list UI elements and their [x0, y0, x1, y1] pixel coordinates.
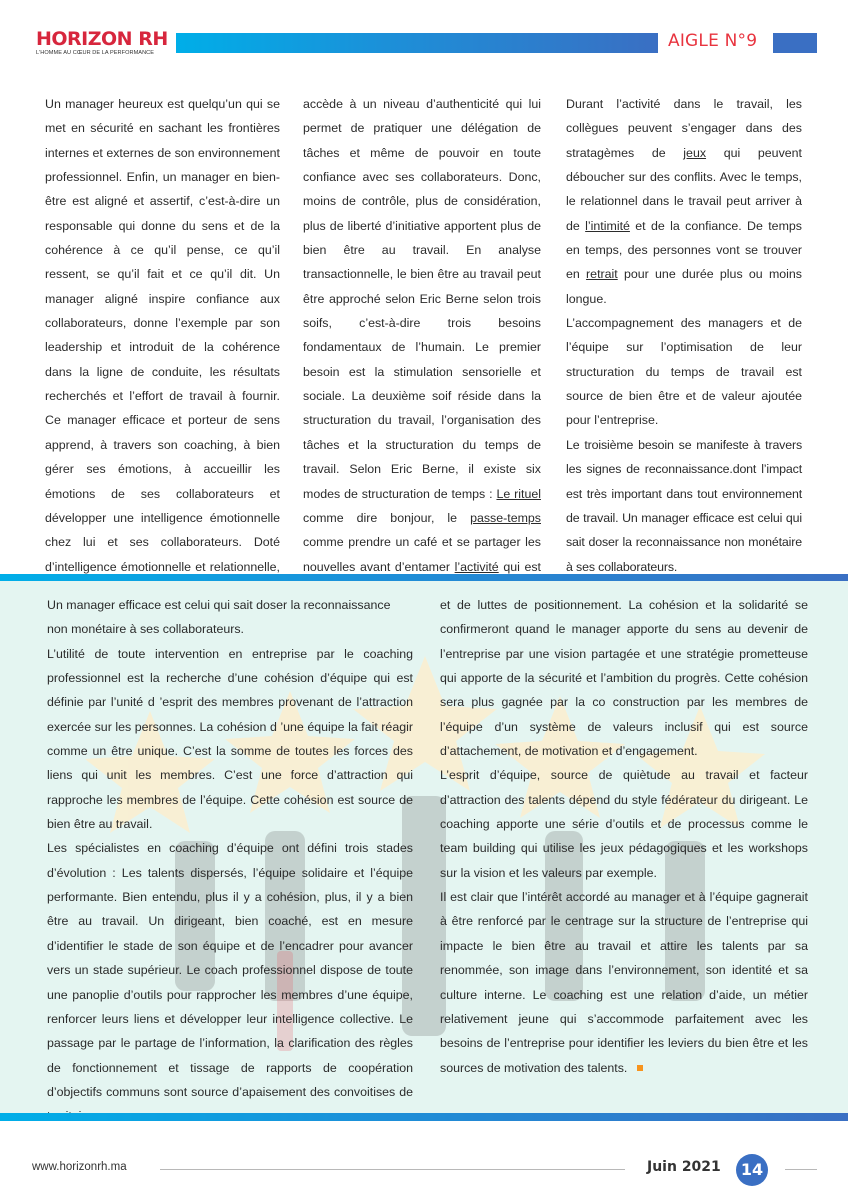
logo-title: HORIZON RH: [36, 28, 168, 50]
page-number-badge: 14: [736, 1154, 768, 1186]
paragraph: Les spécialistes en coaching d’équipe ont défini trois stades d’évolution : Les talents dispersés, l’équipe solidaire et l’équipe performante. Bien entendu, plus il y a cohésion, plus, il y a bien être au travail. Un dirigeant, bien coaché, est en mesure d’identifier le stade de son équipe et de l’encadrer pour avancer vers un stade supérieur. Le coach professionnel dispose de toute une panoplie d’outils pour rapprocher les membres d’une équipe, renforcer leurs liens et développer leur intelligence collective. Le passage par le partage de l’information, la clarification des règles de fonctionnement et tissage de rapports de coopération d’objectifs communs sont source d’apaisement des convoitises de: [47, 841, 413, 1099]
text: et de la confiance. De temps en temps, des personnes vont se trouver en: [566, 218, 802, 282]
paragraph: Un manager efficace est celui qui sait doser la reconnaissance non monétaire à ses collaborateurs.: [47, 598, 391, 637]
text: qui est: [503, 559, 542, 574]
underlined-term: retrait: [586, 267, 618, 282]
article-column-2: [303, 92, 541, 603]
text: comme prendre un café et se partager les nouvelles avant d’entamer: [303, 535, 541, 574]
text: accède à un niveau d’authenticité qui lui permet de pratiquer une délégation de tâches et même de pouvoir en toute confiance avec ses collaborateurs. Donc, moins de contrôle, plus de considération, plus de liberté d’initiative apportent plus de bien être au travail. En analyse transactionnelle, le bien être au travail peut être approché selon Eric Berne selon trois soifs, c’est-à-dire trois besoins fondamentaux de l’humain. Le premier besoin est la stimulation sensorielle et sociale. La deuxième soif réside dans la structuration du travail, l’organisation des tâches et la structuration du temps de travail. Selon Eric Berne, il existe six modes de structuration de temps :: [303, 97, 541, 501]
paragraph: Le troisième besoin se manifeste à travers les signes de reconnaissance.dont l’impact est très important dans tout environnement de travail. Un manager efficace est celui qui sait doser la reconnaissance non monétaire à ses collaborateurs.: [566, 437, 802, 574]
website-link[interactable]: www.horizonrh.ma: [32, 1161, 127, 1173]
paragraph: [303, 92, 541, 603]
underlined-term: passe-temps: [470, 510, 541, 525]
paragraph: [440, 885, 808, 1080]
logo-tagline: L'HOMME AU CŒUR DE LA PERFORMANCE: [36, 50, 155, 56]
paragraph: [566, 92, 802, 311]
header-blue-block: [773, 33, 817, 53]
article-column-1: [45, 92, 280, 603]
text: comme dire bonjour, le: [303, 510, 471, 525]
text: Il est clair que l’intérêt accordé au manager et à l’équipe gagnerait à être renforcé par le centrage sur la structure de l’entreprise qui impacte le bien être au travail et attire les talents par sa renommée, son image dans l’environnement, son identité et sa culture interne. Le coaching est une relation d’aide, un métier relativement jeune qui s’accommode parfaitement avec les besoins de l’entreprise pour identifier les leviers du bien être et les sources de motivation des talents.: [440, 890, 808, 1075]
highlight-column-2: [440, 593, 808, 1080]
paragraph: L’esprit d’équipe, source de quiètude au travail et facteur d’attraction des talents dépend du style fédérateur du dirigeant. Le coaching apporte une série d’outils et de processus comme le team building qui utilise les jeux pédagogiques et les workshops sur la vision et les valeurs par exemple.: [440, 768, 808, 880]
paragraph: L’utilité de toute intervention en entreprise par le coaching professionnel est la recherche d’une cohésion d’équipe qui est définie par l’unité d ’esprit des membres provenant de l’attraction exercée sur les personnes. La cohésion d ’une équipe la fait réagir comme un être unique. C’est la somme de toutes les forces des liens qui unit les membres. C’est une force d’attraction qui rapproche les membres de l’équipe. Cette cohésion est source de bien être au travail.: [47, 646, 413, 832]
article-column-3: [566, 92, 802, 579]
paragraph: Un manager heureux est quelqu’un qui se met en sécurité en sachant les frontières internes et externes de son environnement professionnel. Enfin, un manager en bien-être est aligné et assertif, c’est-à-dire un responsable qui donne du sens et de la cohérence à ce qu’il pense, ce qu’il ressent, se qu’il fait et ce qu’il dit. Un manager aligné inspire confiance aux collaborateurs, donne l’exemple par son leadership et introduit de la cohérence dans la ligne de conduite, les résultats recherchés et l’effort de travail à fournir. Ce manager efficace et porteur de sens apprend, à travers son coaching, à bien gérer ses émotions, à accueillir les émotions de ses collaborateurs et développer une intelligence émotionnelle chez lui et ses collaborateurs. Doté d’intelligence émotionnelle et relationnelle,: [45, 97, 280, 574]
paragraph: L’accompagnement des managers et de l’équipe sur l’optimisation de leur structuration du temps de travail est source de bien être et de valeur ajoutée pour l’entreprise.: [566, 316, 802, 428]
header-gradient-bar: [176, 33, 658, 53]
underlined-term: jeux: [683, 145, 707, 160]
logo: [36, 29, 168, 57]
underlined-term: Le rituel: [496, 486, 541, 501]
underlined-term: l’activité: [454, 559, 499, 574]
issue-date: Juin 2021: [647, 1159, 721, 1175]
text: pour une durée plus ou moins longue.: [566, 267, 802, 306]
highlight-column-1: [47, 593, 413, 1129]
end-of-article-square-icon: [637, 1065, 643, 1071]
text: Durant l’activité dans le travail, les collègues peuvent s’engager dans des stratagèmes de: [566, 97, 802, 160]
section-divider-band: [0, 574, 848, 581]
issue-label: AIGLE N°9: [668, 31, 758, 51]
footer-divider: [160, 1169, 625, 1170]
underlined-term: l’intimité: [585, 218, 630, 233]
text: qui peuvent déboucher sur des conflits. Avec le temps, le relationnel dans le travail peut arriver à de: [566, 145, 802, 233]
footer-divider: [785, 1169, 817, 1170]
paragraph: et de luttes de positionnement. La cohésion et la solidarité se confirmeront quand le manager apporte du sens au devenir de l’entreprise par une vision partagée et une stratégie prometteuse qui apporte de la sécurité et l’ambition du progrès. Cette cohésion sera plus gagnée par la co construction par les membres de l’équipe d’un système de valeurs inclusif qui est source d’attachement, de motivation et d’engagement.: [440, 598, 808, 759]
section-divider-band: [0, 1113, 848, 1121]
